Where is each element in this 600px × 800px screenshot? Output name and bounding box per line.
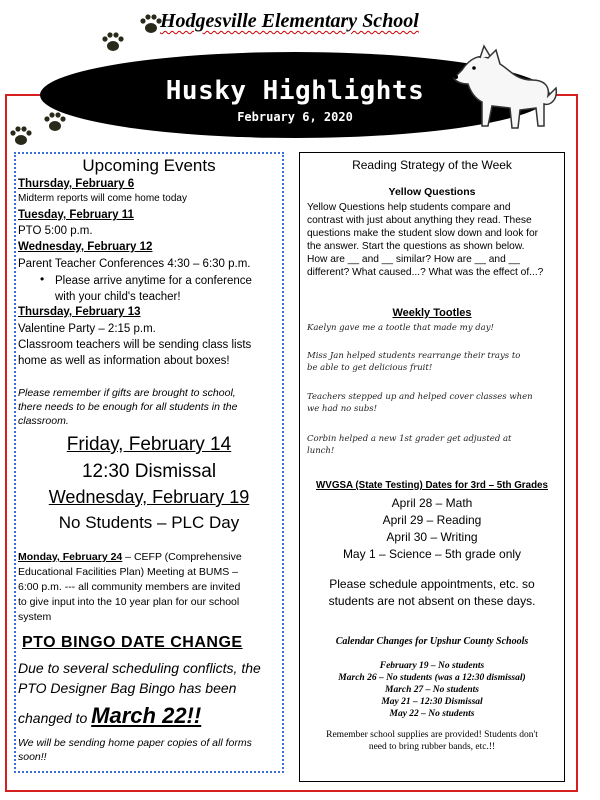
calendar-change-2: March 26 – No students (was a 12:30 dismissal): [338, 673, 526, 683]
calendar-changes-heading: Calendar Changes for Upshur County Schools: [335, 636, 529, 647]
event-bullet-feb12-line2: with your child's teacher!: [55, 291, 181, 303]
bingo-date: March 22!!: [91, 703, 202, 728]
yellow-questions-line2: contrast with just about anything they read. These: [307, 215, 532, 226]
supplies-note-line1: Remember school supplies are provided! Students don't: [326, 730, 538, 740]
yellow-questions-heading: Yellow Questions: [388, 186, 476, 198]
husky-dog-icon: [440, 40, 560, 140]
bullet-icon: •: [40, 272, 45, 286]
event-text-feb6: Midterm reports will come home today: [18, 193, 187, 204]
event-text-feb19: No Students – PLC Day: [58, 513, 240, 532]
tootle-4-line1: Corbin helped a new 1st grader get adjusted at: [307, 434, 512, 444]
event-bullet-feb12-line1: Please arrive anytime for a conference: [55, 275, 252, 287]
tootle-2-line1: Miss Jan helped students rearrange their trays to: [307, 351, 521, 361]
testing-date-4: May 1 – Science – 5th grade only: [342, 547, 522, 561]
yellow-questions-line3: questions make the student slow down and look for: [307, 228, 539, 239]
school-name: Hodgesville Elementary School: [160, 10, 419, 32]
gift-reminder-line2: there needs to be enough for all students in the: [18, 401, 238, 413]
event-text-feb13: Valentine Party – 2:15 p.m.: [18, 323, 156, 335]
testing-date-3: April 30 – Writing: [386, 530, 478, 544]
event-date-feb6: Thursday, February 6: [18, 178, 135, 190]
schedule-note-line2: students are not absent on these days.: [328, 594, 536, 608]
event-text-feb24-line5: system: [18, 611, 52, 623]
tootle-1: Kaelyn gave me a tootle that made my day!: [307, 323, 494, 333]
gift-reminder-line3: classroom.: [18, 415, 69, 427]
tootle-4-line2: lunch!: [307, 446, 335, 456]
testing-date-1: April 28 – Math: [391, 496, 473, 510]
event-date-feb24: Monday, February 24: [18, 551, 123, 563]
event-text-feb14: 12:30 Dismissal: [81, 461, 217, 482]
bingo-text-line1: Due to several scheduling conflicts, the: [18, 660, 261, 676]
schedule-note-line1: Please schedule appointments, etc. so: [329, 577, 535, 591]
bingo-note-line2: soon!!: [18, 751, 47, 763]
bingo-note: [18, 736, 252, 764]
event-text-feb13-line3: home as well as information about boxes!: [18, 355, 230, 367]
tootle-3: [307, 391, 533, 415]
event-text-feb13-line2: Classroom teachers will be sending class lists: [18, 339, 252, 351]
yellow-questions-line5: How are __ and __ similar? How are __ and __: [307, 254, 520, 265]
testing-dates: [299, 495, 565, 563]
bingo-new-date: [18, 703, 201, 729]
testing-date-2: April 29 – Reading: [382, 513, 482, 527]
paw-print-icon: [100, 30, 126, 54]
weekly-tootles-heading: Weekly Tootles: [392, 307, 472, 319]
calendar-change-5: May 22 – No students: [389, 709, 475, 719]
tootle-4: [307, 433, 511, 457]
event-date-feb19: Wednesday, February 19: [48, 487, 250, 507]
event-date-feb11: Tuesday, February 11: [18, 209, 134, 221]
bingo-text: [18, 658, 261, 698]
tootle-2: [307, 350, 520, 374]
calendar-change-4: May 21 – 12:30 Dismissal: [381, 697, 483, 707]
bingo-note-line1: We will be sending home paper copies of all forms: [18, 737, 252, 749]
tootle-3-line1: Teachers stepped up and helped cover classes when: [307, 392, 533, 402]
event-text-feb24-line4: to give input into the 10 year plan for our school: [18, 596, 240, 608]
calendar-change-1: February 19 – No students: [379, 661, 485, 671]
supplies-note-line2: need to bring rubber bands, etc.!!: [368, 742, 496, 752]
upcoming-events-heading: Upcoming Events: [82, 156, 216, 175]
event-text-feb24-line2: Educational Facilities Plan) Meeting at BUMS –: [18, 566, 239, 578]
wvgsa-heading: WVGSA (State Testing) Dates for 3rd – 5th Grades: [316, 480, 548, 491]
event-date-feb12: Wednesday, February 12: [18, 241, 153, 253]
event-text-feb11: PTO 5:00 p.m.: [18, 225, 93, 237]
newsletter-date: February 6, 2020: [237, 110, 353, 124]
event-text-feb12: Parent Teacher Conferences 4:30 – 6:30 p.m.: [18, 258, 251, 270]
event-text-feb24-line3: 6:00 p.m. --- all community members are invited: [18, 581, 241, 593]
yellow-questions-line6: different? What caused...? What was the effect of...?: [307, 267, 544, 278]
event-date-feb13: Thursday, February 13: [18, 306, 141, 318]
event-text-feb24: – CEFP (Comprehensive: [122, 551, 242, 563]
gift-reminder-line1: Please remember if gifts are brought to school,: [18, 387, 236, 399]
tootle-2-line2: be able to get delicious fruit!: [307, 363, 433, 373]
yellow-questions-text: [307, 201, 543, 279]
event-date-feb14: Friday, February 14: [66, 434, 232, 455]
gift-reminder: [18, 386, 238, 428]
bingo-changed-to: changed to: [18, 710, 92, 726]
supplies-note: [299, 729, 565, 753]
reading-strategy-heading: Reading Strategy of the Week: [352, 158, 512, 172]
tootle-3-line2: we had no subs!: [307, 404, 378, 414]
event-feb24: [18, 550, 280, 625]
schedule-note: [299, 576, 565, 610]
bingo-text-line2: PTO Designer Bag Bingo has been: [18, 680, 237, 696]
calendar-changes-list: [299, 660, 565, 720]
yellow-questions-line4: the answer. Start the questions as shown below.: [307, 241, 525, 252]
calendar-change-3: March 27 – No students: [385, 685, 479, 695]
newsletter-title: Husky Highlights: [165, 76, 425, 106]
yellow-questions-line1: Yellow Questions help students compare and: [307, 202, 511, 213]
bingo-heading: PTO BINGO DATE CHANGE: [22, 634, 243, 651]
